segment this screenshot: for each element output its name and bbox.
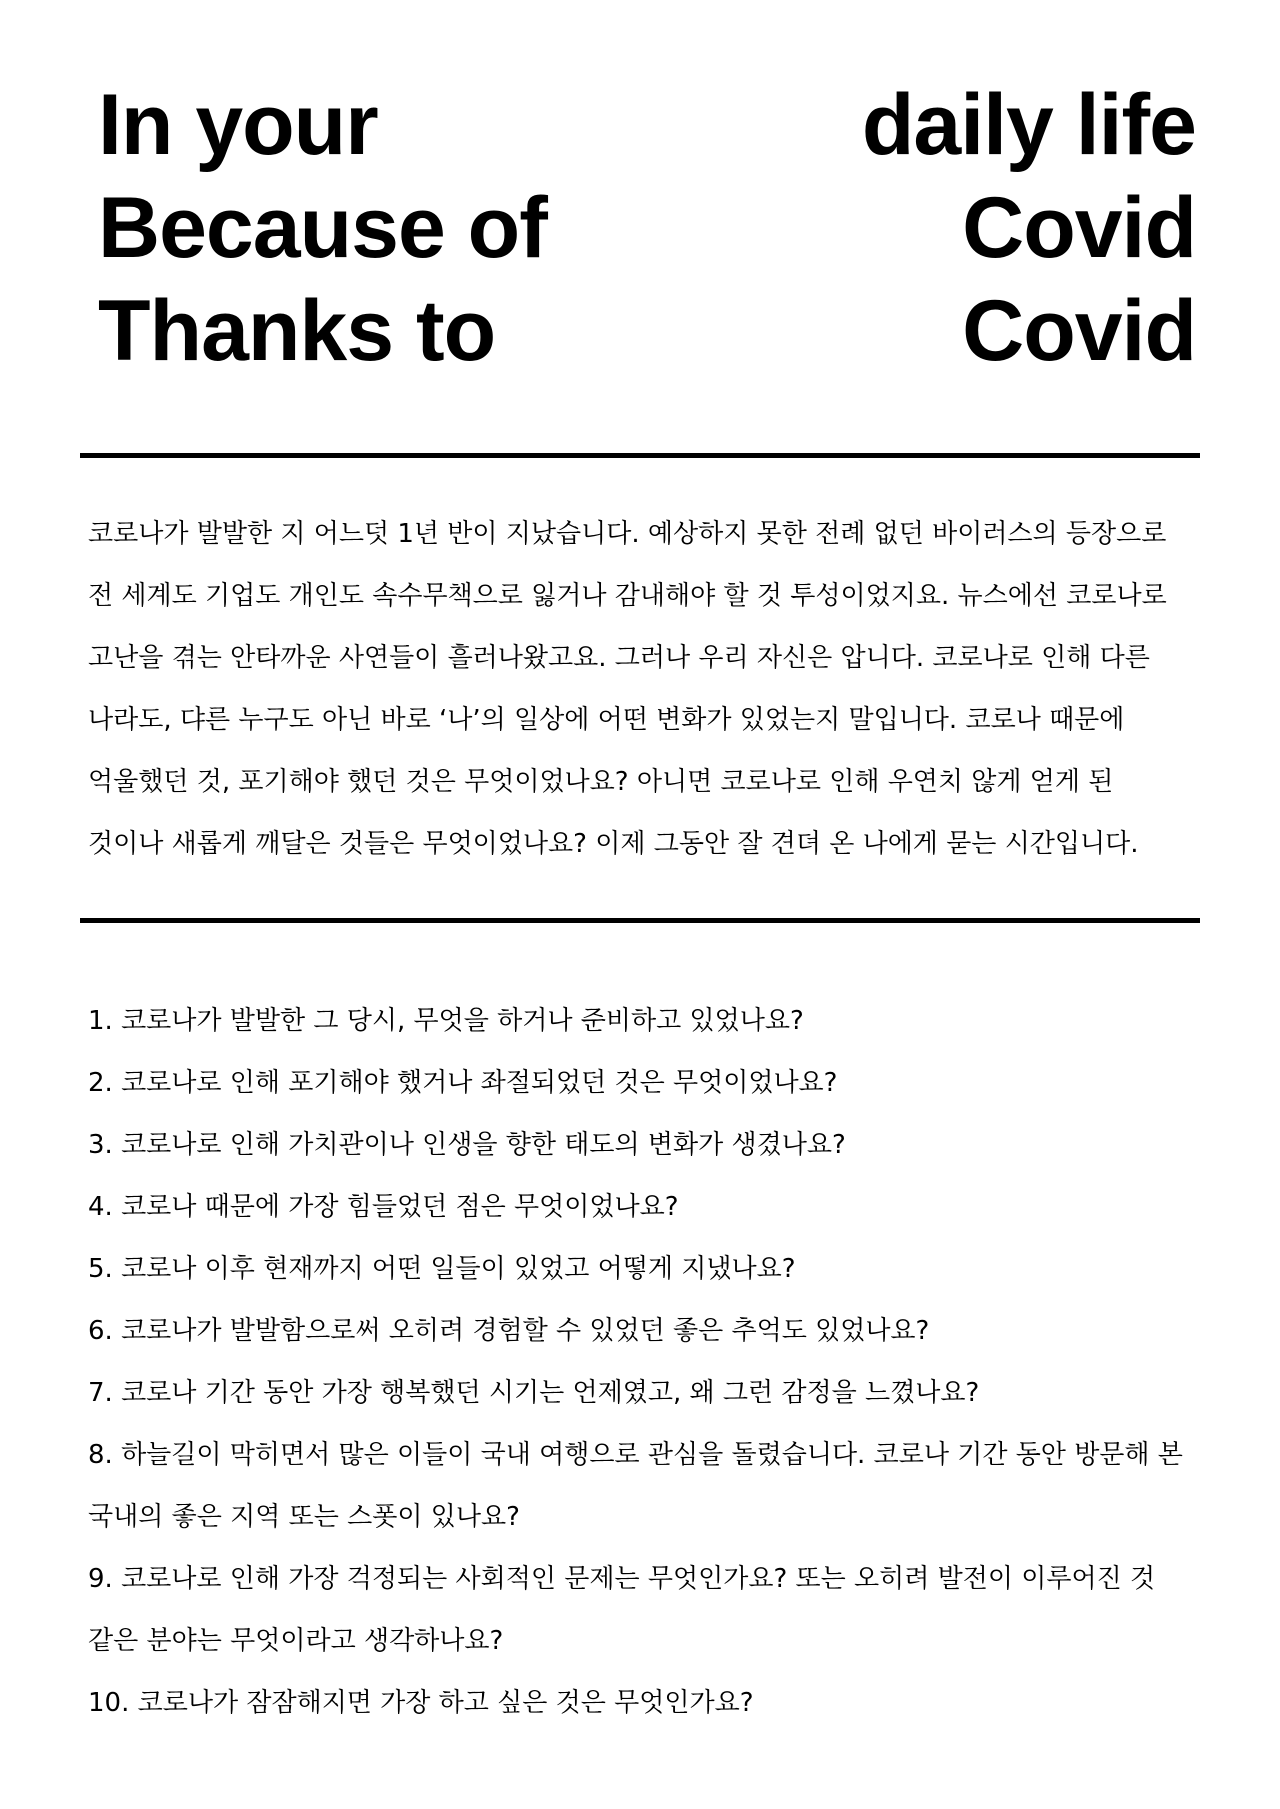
intro-line: 전 세계도 기업도 개인도 속수무책으로 잃거나 감내해야 할 것 투성이었지요. 뉴스에선 코로나로 — [88, 581, 1167, 611]
title-right-text: Covid — [962, 180, 1196, 276]
title-block — [98, 74, 1196, 383]
question-item: 2. 코로나로 인해 포기해야 했거나 좌절되었던 것은 무엇이었나요? — [88, 1068, 838, 1098]
question-item-continuation: 국내의 좋은 지역 또는 스폿이 있나요? — [88, 1502, 520, 1532]
question-item: 10. 코로나가 잠잠해지면 가장 하고 싶은 것은 무엇인가요? — [88, 1688, 754, 1718]
question-item-continuation: 같은 분야는 무엇이라고 생각하나요? — [88, 1626, 504, 1656]
question-item: 9. 코로나로 인해 가장 걱정되는 사회적인 문제는 무엇인가요? 또는 오히려 발전이 이루어진 것 — [88, 1564, 1156, 1594]
intro-line: 코로나가 발발한 지 어느덧 1년 반이 지났습니다. 예상하지 못한 전례 없던 바이러스의 등장으로 — [88, 519, 1167, 549]
question-item: 3. 코로나로 인해 가치관이나 인생을 향한 태도의 변화가 생겼나요? — [88, 1130, 846, 1160]
title-left-text: Because of — [98, 180, 547, 276]
intro-line: 것이나 새롭게 깨달은 것들은 무엇이었나요? 이제 그동안 잘 견뎌 온 나에게 묻는 시간입니다. — [88, 829, 1139, 859]
question-list — [88, 990, 1200, 1734]
intro-line: 억울했던 것, 포기해야 했던 것은 무엇이었나요? 아니면 코로나로 인해 우연치 않게 얻게 된 — [88, 767, 1114, 797]
title-row — [98, 177, 1196, 280]
intro-paragraph — [88, 503, 1200, 875]
bottom-divider — [80, 918, 1200, 923]
top-divider — [80, 453, 1200, 458]
title-right-text: Covid — [962, 283, 1196, 379]
question-item: 6. 코로나가 발발함으로써 오히려 경험할 수 있었던 좋은 추억도 있었나요? — [88, 1316, 930, 1346]
title-left-text: Thanks to — [98, 283, 496, 379]
title-row — [98, 74, 1196, 177]
question-item: 1. 코로나가 발발한 그 당시, 무엇을 하거나 준비하고 있었나요? — [88, 1006, 804, 1036]
intro-line: 나라도, 댜른 누구도 아닌 바로 ‘나’의 일상에 어떤 변화가 있었는지 말입니다. 코로나 때문에 — [88, 705, 1125, 735]
question-item: 8. 하늘길이 막히면서 많은 이들이 국내 여행으로 관심을 돌렸습니다. 코로나 기간 동안 방문해 본 — [88, 1440, 1183, 1470]
question-item: 7. 코로나 기간 동안 가장 행복했던 시기는 언제였고, 왜 그런 감정을 느꼈나요? — [88, 1378, 980, 1408]
intro-line: 고난을 겪는 안타까운 사연들이 흘러나왔고요. 그러나 우리 자신은 압니다. 코로나로 인해 다른 — [88, 643, 1150, 673]
question-item: 4. 코로나 때문에 가장 힘들었던 점은 무엇이었나요? — [88, 1192, 679, 1222]
question-item: 5. 코로나 이후 현재까지 어떤 일들이 있었고 어떻게 지냈나요? — [88, 1254, 796, 1284]
title-row — [98, 280, 1196, 383]
title-left-text: In your — [98, 77, 378, 173]
title-right-text: daily life — [861, 77, 1196, 173]
